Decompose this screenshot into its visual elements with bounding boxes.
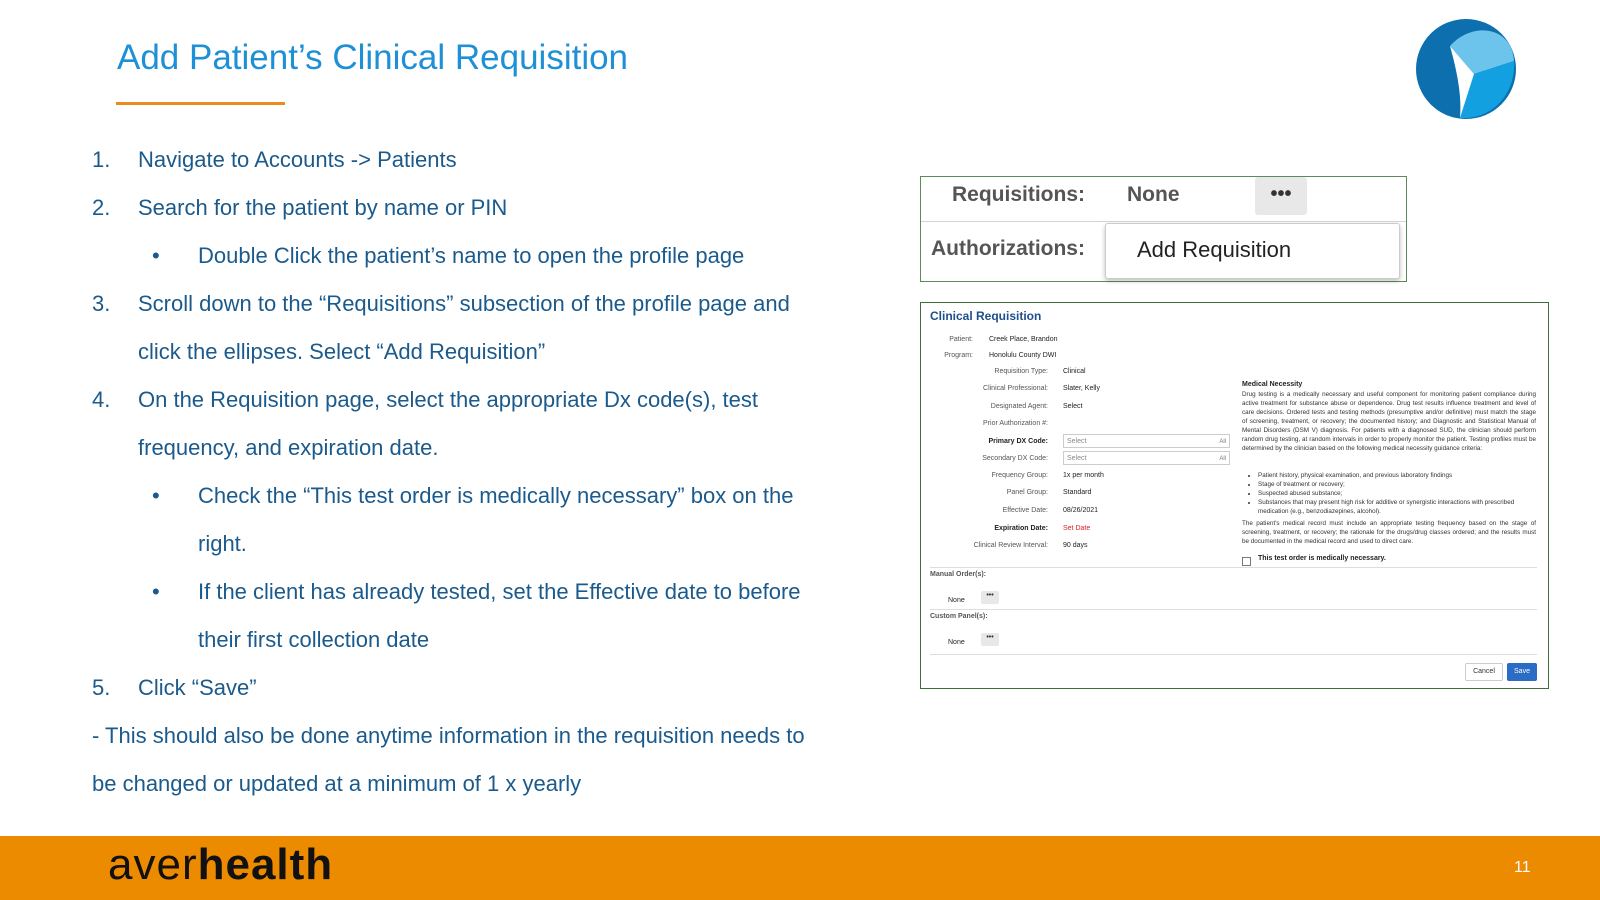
brand-bold: health xyxy=(197,840,334,889)
note-line-2 xyxy=(92,764,882,812)
bullet-icon: • xyxy=(152,243,160,268)
note-text: - This should also be done anytime information in the requisition needs to xyxy=(92,723,805,748)
custom-panels-label: Custom Panel(s): xyxy=(930,613,988,620)
list-item: • Substances that may present high risk for additive or synergistic interactions with prescribed medication (e.g., benzodiazepines, alcohol). xyxy=(1258,498,1545,516)
authorizations-label: Authorizations: xyxy=(931,237,1085,260)
step-4-bullet-1 xyxy=(92,476,882,524)
clinical-review-interval-value[interactable]: 90 days xyxy=(1063,542,1088,549)
step-2-bullet xyxy=(92,236,882,284)
requisition-type-value: Clinical xyxy=(1063,368,1086,375)
custom-panels-value: None xyxy=(948,639,965,646)
list-item: • Stage of treatment or recovery; xyxy=(1258,480,1545,489)
secondary-dx-select[interactable] xyxy=(1063,451,1230,465)
step-text: Scroll down to the “Requisitions” subsection of the profile page and xyxy=(138,291,790,316)
bullet-text: their first collection date xyxy=(198,627,430,652)
primary-dx-label: Primary DX Code: xyxy=(988,438,1048,445)
ellipsis-button[interactable]: ••• xyxy=(1255,177,1307,215)
note-text: be changed or updated at a minimum of 1 x yearly xyxy=(92,771,582,796)
clinical-professional-label: Clinical Professional: xyxy=(983,385,1048,392)
list-item: • Suspected abused substance; xyxy=(1258,489,1545,498)
step-text: Click “Save” xyxy=(138,675,257,700)
step-text: click the ellipses. Select “Add Requisition” xyxy=(138,339,546,364)
medically-necessary-checkbox[interactable] xyxy=(1242,557,1251,566)
requisitions-menu-screenshot xyxy=(920,176,1407,282)
averhealth-logo-icon xyxy=(1412,16,1520,122)
primary-dx-placeholder: Select xyxy=(1067,438,1087,445)
brand-light: aver xyxy=(108,840,198,889)
primary-dx-select[interactable] xyxy=(1063,434,1230,448)
custom-panels-ellipsis-button[interactable]: ••• xyxy=(981,633,999,646)
secondary-dx-placeholder: Select xyxy=(1067,455,1087,462)
brand-wordmark xyxy=(108,840,333,890)
medical-necessity-criteria xyxy=(1249,471,1545,516)
medical-necessity-text: Drug testing is a medically necessary and useful component for monitoring patient compliance during active treatment for substance abuse or dependence. Drug test results influence treatment and level of care decisions. Ordered tests and testing methods (presumptive and/or definitive) must match the stage of screening, treatment, or recovery; the documented history; and Diagnostic and Statistical Manual of Mental Disorders (DSM V) diagnosis. For patients with a diagnosed SUD, the clinician should perform random drug testing, at random intervals in order to properly monitor the patient. Testing profiles must be determined by the clinician based on the following medical necessity guidance criteria: xyxy=(1242,391,1536,452)
step-4-bullet-1-cont xyxy=(92,524,882,572)
save-button[interactable]: Save xyxy=(1507,663,1537,681)
frequency-group-label: Frequency Group: xyxy=(991,472,1048,479)
clinical-professional-value[interactable]: Slater, Kelly xyxy=(1063,385,1100,392)
program-value: Honolulu County DWI xyxy=(989,352,1057,359)
step-4 xyxy=(92,380,882,428)
requisition-type-label: Requisition Type: xyxy=(994,368,1048,375)
instruction-list xyxy=(92,140,882,812)
requisitions-value: None xyxy=(1127,183,1180,206)
medically-necessary-label: This test order is medically necessary. xyxy=(1258,555,1386,562)
all-toggle[interactable]: All xyxy=(1219,439,1226,445)
program-label: Program: xyxy=(944,352,973,359)
divider xyxy=(930,654,1537,655)
bullet-text: Check the “This test order is medically necessary” box on the xyxy=(198,483,794,508)
step-text: frequency, and expiration date. xyxy=(138,435,439,460)
step-3-cont xyxy=(92,332,882,380)
step-1 xyxy=(92,140,882,188)
bullet-text: If the client has already tested, set the Effective date to before xyxy=(198,579,801,604)
patient-label: Patient: xyxy=(949,336,973,343)
divider xyxy=(930,567,1537,568)
dropdown-menu xyxy=(1105,223,1400,279)
requisitions-row xyxy=(921,177,1406,222)
step-4-cont xyxy=(92,428,882,476)
step-text: Search for the patient by name or PIN xyxy=(138,195,508,220)
step-5 xyxy=(92,668,882,716)
note-line-1 xyxy=(92,716,882,764)
cancel-button[interactable]: Cancel xyxy=(1465,663,1503,681)
panel-group-value[interactable]: Standard xyxy=(1063,489,1092,496)
form-title: Clinical Requisition xyxy=(930,309,1042,323)
frequency-group-value[interactable]: 1x per month xyxy=(1063,472,1104,479)
bullet-icon: • xyxy=(152,579,160,604)
step-3 xyxy=(92,284,882,332)
step-number: 5. xyxy=(92,675,111,700)
list-item: • Patient history, physical examination, and previous laboratory findings xyxy=(1258,471,1545,480)
clinical-review-interval-label: Clinical Review Interval: xyxy=(973,542,1048,549)
manual-orders-value: None xyxy=(948,597,965,604)
step-text: On the Requisition page, select the appropriate Dx code(s), test xyxy=(138,387,759,412)
effective-date-label: Effective Date: xyxy=(1002,507,1048,514)
prior-authorization-label: Prior Authorization #: xyxy=(983,420,1048,427)
secondary-dx-label: Secondary DX Code: xyxy=(982,455,1048,462)
bullet-icon: • xyxy=(152,483,160,508)
step-2 xyxy=(92,188,882,236)
step-number: 3. xyxy=(92,291,111,316)
clinical-requisition-screenshot xyxy=(920,302,1549,689)
manual-orders-ellipsis-button[interactable]: ••• xyxy=(981,591,999,604)
title-underline xyxy=(116,102,285,105)
bullet-text: Double Click the patient’s name to open the profile page xyxy=(198,243,745,268)
page-number: 11 xyxy=(1514,859,1531,876)
step-4-bullet-2 xyxy=(92,572,882,620)
designated-agent-label: Designated Agent: xyxy=(990,403,1048,410)
bullet-text: right. xyxy=(198,531,247,556)
step-number: 2. xyxy=(92,195,111,220)
all-toggle[interactable]: All xyxy=(1219,456,1226,462)
step-4-bullet-2-cont xyxy=(92,620,882,668)
medical-necessity-title: Medical Necessity xyxy=(1242,381,1303,388)
add-requisition-menu-item[interactable]: Add Requisition xyxy=(1137,237,1292,262)
patient-value: Creek Place, Brandon xyxy=(989,336,1058,343)
divider xyxy=(930,609,1537,610)
effective-date-value[interactable]: 08/26/2021 xyxy=(1063,507,1099,514)
step-number: 4. xyxy=(92,387,111,412)
expiration-date-label: Expiration Date: xyxy=(994,525,1048,532)
slide-title: Add Patient’s Clinical Requisition xyxy=(117,38,629,77)
expiration-date-value[interactable]: Set Date xyxy=(1063,525,1091,532)
medical-record-text: The patient's medical record must include an appropriate testing frequency based on the stage of screening, treatment, or recovery; the rationale for the drugs/drug classes ordered; and the results must be documented in the medical record and used to direct care. xyxy=(1242,520,1536,545)
panel-group-label: Panel Group: xyxy=(1006,489,1048,496)
requisitions-label: Requisitions: xyxy=(952,183,1086,206)
designated-agent-select[interactable]: Select xyxy=(1063,403,1083,410)
step-text: Navigate to Accounts -> Patients xyxy=(138,147,457,172)
step-number: 1. xyxy=(92,147,111,172)
manual-orders-label: Manual Order(s): xyxy=(930,571,987,578)
